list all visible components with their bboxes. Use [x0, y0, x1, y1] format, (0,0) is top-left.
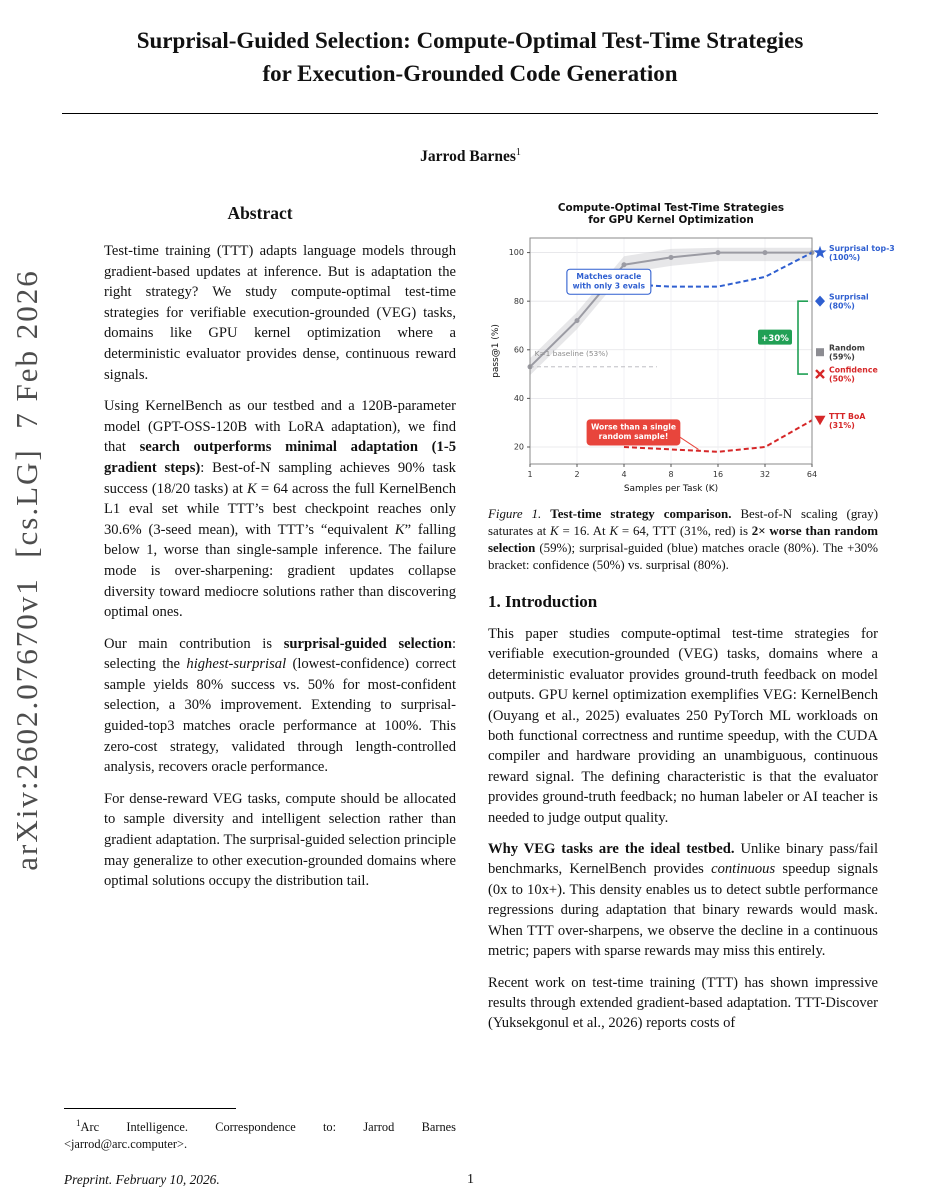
svg-text:8: 8	[668, 470, 674, 479]
left-column	[64, 203, 456, 1188]
svg-text:Confidence(50%): Confidence (50%)	[829, 365, 878, 384]
title-block	[62, 24, 878, 91]
svg-text:Worse than a singlerandom samp: Worse than a single random sample!	[590, 422, 677, 442]
svg-text:+30%: +30%	[761, 334, 789, 345]
svg-text:Surprisal top-3(100%): Surprisal top-3 (100%)	[829, 244, 895, 263]
svg-text:80: 80	[513, 296, 524, 306]
author-name: Jarrod Barnes	[420, 148, 516, 166]
svg-text:Matches oraclewith only 3 eval: Matches oracle with only 3 evals	[572, 271, 646, 291]
svg-text:Surprisal(80%): Surprisal (80%)	[829, 292, 869, 311]
abstract-paragraph-4: For dense-reward VEG tasks, compute should be allocated to sample diversity and intelligent selection rather than gradient adaptation. The surprisal-guided selection principle may generalize to other execution-grounded domains where optimal solutions occupy the distribution tail.	[104, 790, 456, 890]
svg-text:Random(59%): Random (59%)	[829, 343, 865, 362]
svg-text:60: 60	[513, 345, 524, 355]
paper-title-line2: for Execution-Grounded Code Generation	[262, 61, 678, 87]
abstract-heading: Abstract	[227, 203, 293, 223]
figure-1-caption: Figure 1. Test-time strategy comparison. Best-of-N scaling (gray) saturates at K = 16. At K = 64, TTT (31%, red) is 2× worse than random selection (59%); surprisal-guided (blue) matches oracle (80%). The +30% bracket: confidence (50%) vs. surprisal (80%).	[488, 507, 879, 572]
chart-ylabel: pass@1 (%)	[491, 324, 501, 378]
introduction-paragraph-3: Recent work on test-time training (TTT) has shown impressive results through extended gradient-based adaptation. TTT-Discover (Yuksekgonul et al., 2026) reports costs of	[488, 974, 878, 1032]
chart-endpoint-markers	[814, 244, 895, 430]
author-affiliation-mark: 1	[515, 147, 521, 158]
svg-text:4: 4	[621, 470, 627, 479]
author-block	[0, 147, 941, 166]
svg-text:K=1 baseline (53%): K=1 baseline (53%)	[534, 348, 609, 358]
page-number: 1	[467, 1172, 474, 1187]
abstract-paragraph-3: Our main contribution is surprisal-guided selection: selecting the highest-surprisal (lowest-confidence) correct sample yields 80% success vs. 50% for most-confident selection, a 30% improvement. Extending to surprisal-guided-top3 matches oracle performance at 100%. This zero-cost strategy, validated through length-controlled analysis, recovers oracle performance.	[104, 635, 457, 776]
chart-title: Compute-Optimal Test-Time Strategies for GPU Kernel Optimization	[557, 202, 785, 226]
svg-text:16: 16	[712, 470, 724, 479]
preprint-note: Preprint. February 10, 2026.	[64, 1172, 220, 1187]
right-column	[488, 198, 895, 1045]
svg-text:40: 40	[513, 393, 524, 403]
abstract-paragraph-2: Using KernelBench as our testbed and a 120B-parameter model (GPT-OSS-120B with LoRA adaptation), we find that search outperforms minimal adaptation (1-5 gradient steps): Best-of-N sampling achieves 90% task success (18/20 tasks) at K = 64 across the full KernelBench L1 eval set while TTT’s best checkpoint reaches only 30.6% (3-seed mean), with TTT’s “equivalent K” falling below 1, worse than single-sample inference. The failure mode is over-sharpening: gradient updates collapse diversity toward mediocre solutions rather than discovering optimal ones.	[104, 398, 456, 621]
paper-title	[62, 24, 878, 91]
chart-xlabel: Samples per Task (K)	[623, 484, 719, 494]
footnote-rule	[64, 1108, 236, 1109]
svg-text:2: 2	[574, 470, 580, 479]
svg-text:32: 32	[759, 470, 771, 479]
svg-text:20: 20	[513, 442, 524, 452]
chart-annotations	[535, 269, 699, 449]
affiliation-footnote: $^1$Arc Intelligence. Correspondence to: Jarrod Barnes <jarrod@arc.computer>.	[64, 1118, 456, 1151]
arxiv-watermark: arXiv:2602.07670v1 [cs.LG] 7 Feb 2026	[9, 269, 44, 871]
chart-improvement-bracket	[758, 301, 808, 374]
svg-text:1: 1	[527, 470, 533, 479]
paper-title-line1: Surprisal-Guided Selection: Compute-Optimal Test-Time Strategies	[136, 28, 804, 53]
figure-1	[488, 198, 895, 574]
section-heading-introduction: 1. Introduction	[488, 592, 598, 611]
introduction-paragraph-2: Why VEG tasks are the ideal testbed. Unlike binary pass/fail benchmarks, KernelBench provides continuous speedup signals (0x to 10x+). This density enables us to detect subtle performance regressions during adaptation that binary rewards would mask. When TTT over-sharpens, we observe the decline in a continuous metric; papers with sparse rewards may miss this entirely.	[488, 841, 879, 960]
svg-text:64: 64	[806, 470, 818, 479]
svg-text:TTT BoA(31%): TTT BoA (31%)	[829, 411, 866, 430]
abstract-body	[64, 241, 456, 903]
introduction-paragraph-1: This paper studies compute-optimal test-time strategies for verifiable execution-grounded (VEG) tasks, domains where a deterministic evaluator provides ground-truth feedback on model outputs. GPU kernel optimization exemplifies VEG: KernelBench (Ouyang et al., 2025) evaluates 250 PyTorch ML workloads on both functional correctness and runtime speedup, with the CUDA compiler and hardware providing an unambiguous, continuous reward signal. The defining characteristic is that the evaluator provides ground-truth feedback; no human labeler or AI teacher is needed to judge output quality.	[488, 626, 878, 826]
figure-1-chart	[486, 198, 906, 498]
abstract-paragraph-1: Test-time training (TTT) adapts language models through gradient-based updates at inference. But is adaptation the right strategy? We study compute-optimal test-time strategies for verifiable execution-grounded (VEG) tasks, domains like GPU kernel optimization where a deterministic evaluator provides dense, continuous reward signals.	[104, 243, 456, 383]
title-rule	[62, 113, 878, 114]
svg-text:100: 100	[508, 248, 524, 258]
